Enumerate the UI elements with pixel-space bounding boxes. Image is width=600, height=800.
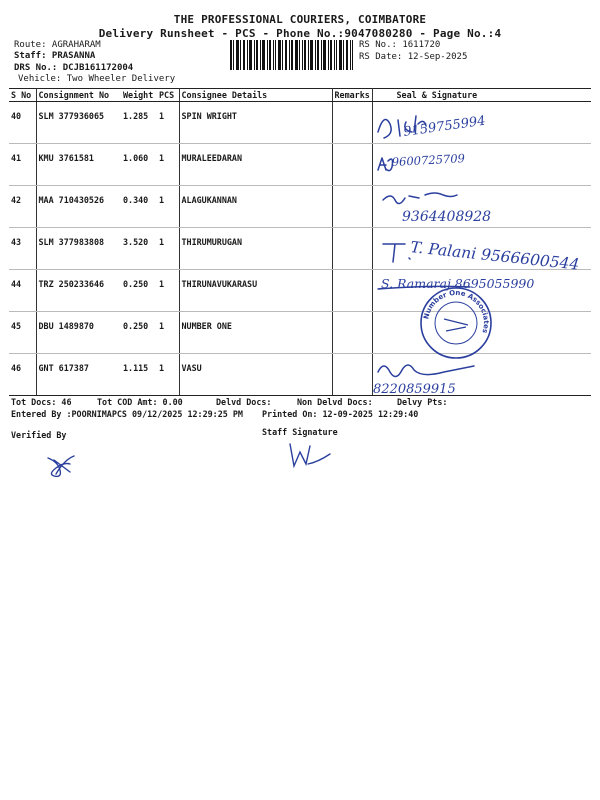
cell-pcs: 1 [157,186,179,228]
verifier-signature [42,450,82,482]
table-row [9,312,591,354]
cell-sno: 43 [9,228,36,270]
cell-consignment: SLM 377983808 [36,228,121,270]
company-title: THE PROFESSIONAL COURIERS, COIMBATORE [173,13,427,26]
staff-signature [286,440,336,470]
rs-number: RS No.: 1611720 [359,40,441,50]
cell-weight: 0.340 [121,186,157,228]
cell-sno: 46 [9,354,36,396]
handwritten-name-phone-44: S. Ramaraj 8695055990 [381,276,535,291]
delivered-docs: Delvd Docs: [216,397,272,407]
total-docs: Tot Docs: 46 [11,397,72,407]
handwritten-phone-46: 8220859915 [373,382,456,397]
cell-pcs: 1 [157,312,179,354]
cell-consignee: ALAGUKANNAN [179,186,332,228]
cell-weight: 3.520 [121,228,157,270]
runsheet-subtitle: Delivery Runsheet - PCS - Phone No.:9047080280 - Page No.:4 [98,27,502,40]
cell-remarks [332,186,372,228]
handwritten-phone-40: 9159755994 [402,113,487,140]
cell-pcs: 1 [157,354,179,396]
staff-label: Staff: PRASANNA [14,51,96,61]
col-header-sno: S No [9,89,36,102]
cell-consignee: MURALEEDARAN [179,144,332,186]
seal-text: Number One Associates [422,288,491,335]
cell-weight: 1.060 [121,144,157,186]
cell-remarks [332,354,372,396]
cell-signature [372,228,591,270]
cell-consignee: THIRUMURUGAN [179,228,332,270]
total-cod-amount: Tot COD Amt: 0.00 [97,397,183,407]
col-header-weight: Weight [121,89,157,102]
staff-signature-label: Staff Signature [262,427,338,437]
cell-consignment: SLM 377936065 [36,102,121,144]
entered-by: Entered By :POORNIMAPCS 09/12/2025 12:29:25 PM [11,409,243,419]
cell-sno: 41 [9,144,36,186]
cell-signature [372,186,591,228]
table-row [9,102,591,144]
non-delivered-docs: Non Delvd Docs: [297,397,373,407]
cell-signature [372,270,591,312]
cell-consignment: TRZ 250233646 [36,270,121,312]
cell-consignment: KMU 3761581 [36,144,121,186]
cell-weight: 1.285 [121,102,157,144]
cell-weight: 0.250 [121,270,157,312]
cell-pcs: 1 [157,228,179,270]
cell-signature [372,312,591,354]
cell-sno: 45 [9,312,36,354]
cell-remarks [332,270,372,312]
cell-consignment: GNT 617387 [36,354,121,396]
table-row [9,354,591,396]
cell-signature [372,144,591,186]
table-row [9,186,591,228]
delivery-table [9,88,591,396]
handwritten-name-phone-43: T. Palani 9566600544 [409,238,581,274]
handwritten-phone-41: 9600725709 [391,151,466,169]
table-row [9,270,591,312]
cell-remarks [332,102,372,144]
col-header-seal: Seal & Signature [372,89,591,102]
cell-consignment: DBU 1489870 [36,312,121,354]
printed-on: Printed On: 12-09-2025 12:29:40 [262,409,419,419]
cell-remarks [332,228,372,270]
table-row [9,144,591,186]
handwritten-phone-42: 9364408928 [402,209,492,225]
cell-consignee: SPIN WRIGHT [179,102,332,144]
drs-number: DRS No.: DCJB161172004 [14,63,134,73]
cell-weight: 0.250 [121,312,157,354]
route-label: Route: AGRAHARAM [14,40,101,50]
cell-consignee: THIRUNAVUKARASU [179,270,332,312]
cell-pcs: 1 [157,144,179,186]
barcode-image [229,40,354,70]
delivery-points: Delvy Pts: [397,397,448,407]
table-row [9,228,591,270]
vehicle-label: Vehicle: Two Wheeler Delivery [18,74,176,84]
cell-consignee: VASU [179,354,332,396]
cell-sno: 40 [9,102,36,144]
verified-by-label: Verified By [11,430,67,440]
cell-remarks [332,312,372,354]
col-header-consignee: Consignee Details [179,89,332,102]
col-header-pcs: PCS [157,89,179,102]
cell-consignee: NUMBER ONE [179,312,332,354]
cell-pcs: 1 [157,102,179,144]
cell-weight: 1.115 [121,354,157,396]
cell-pcs: 1 [157,270,179,312]
cell-sno: 42 [9,186,36,228]
table-header-row [9,89,591,102]
cell-remarks [332,144,372,186]
cell-sno: 44 [9,270,36,312]
cell-consignment: MAA 710430526 [36,186,121,228]
rs-date: RS Date: 12-Sep-2025 [359,52,468,62]
cell-signature [372,102,591,144]
cell-signature [372,354,591,396]
col-header-remarks: Remarks [332,89,372,102]
col-header-consignment: Consignment No [36,89,121,102]
